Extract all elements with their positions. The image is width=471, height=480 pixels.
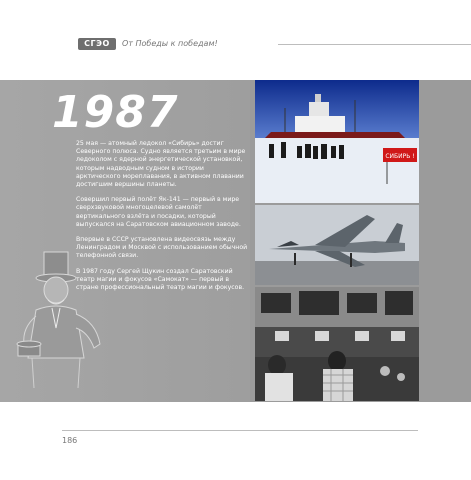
paragraph-videoconference: Впервые в СССР установлена видеосвязь между Ленинградом и Москвой с использованием обычной телефонной связи. [76,236,248,260]
photo-yak-141-aircraft [255,205,419,285]
header-divider [278,44,471,45]
year-heading: 1987 [52,87,179,138]
photo-icebreaker-north-pole [255,80,419,203]
page-header [78,38,418,52]
magician-illustration [14,248,110,390]
publisher-logo: СГЭО [78,38,116,50]
paragraph-yak-141: Совершил первый полёт Як-141 — первый в мире сверхзвуковой многоцелевой самолёт вертикального взлёта и посадки, который выпускался на Саратовском авиационном заводе. [76,196,241,228]
photo-video-link-control-room [255,287,419,401]
page-number: 186 [62,436,78,445]
paragraph-magic-theatre: В 1987 году Сергей Щукин создал Саратовский театр магии и фокусов «Самокат» — первый в стране профессиональный театр магии и фокусов. [76,267,245,292]
footer-divider [62,430,418,431]
photo-sign-text: СИБИРЬ ! [385,153,415,160]
header-slogan: От Победы к победам! [122,39,218,48]
paragraph-siberia-icebreaker: 25 мая — атомный ледокол «Сибирь» достиг Северного полюса. Судно является третьим в мире ледоколом с ядерной энергетической установкой, которым надводным судном в истории арктического мореплавания, в активном плавании достигшим вершины планеты. [76,140,246,189]
